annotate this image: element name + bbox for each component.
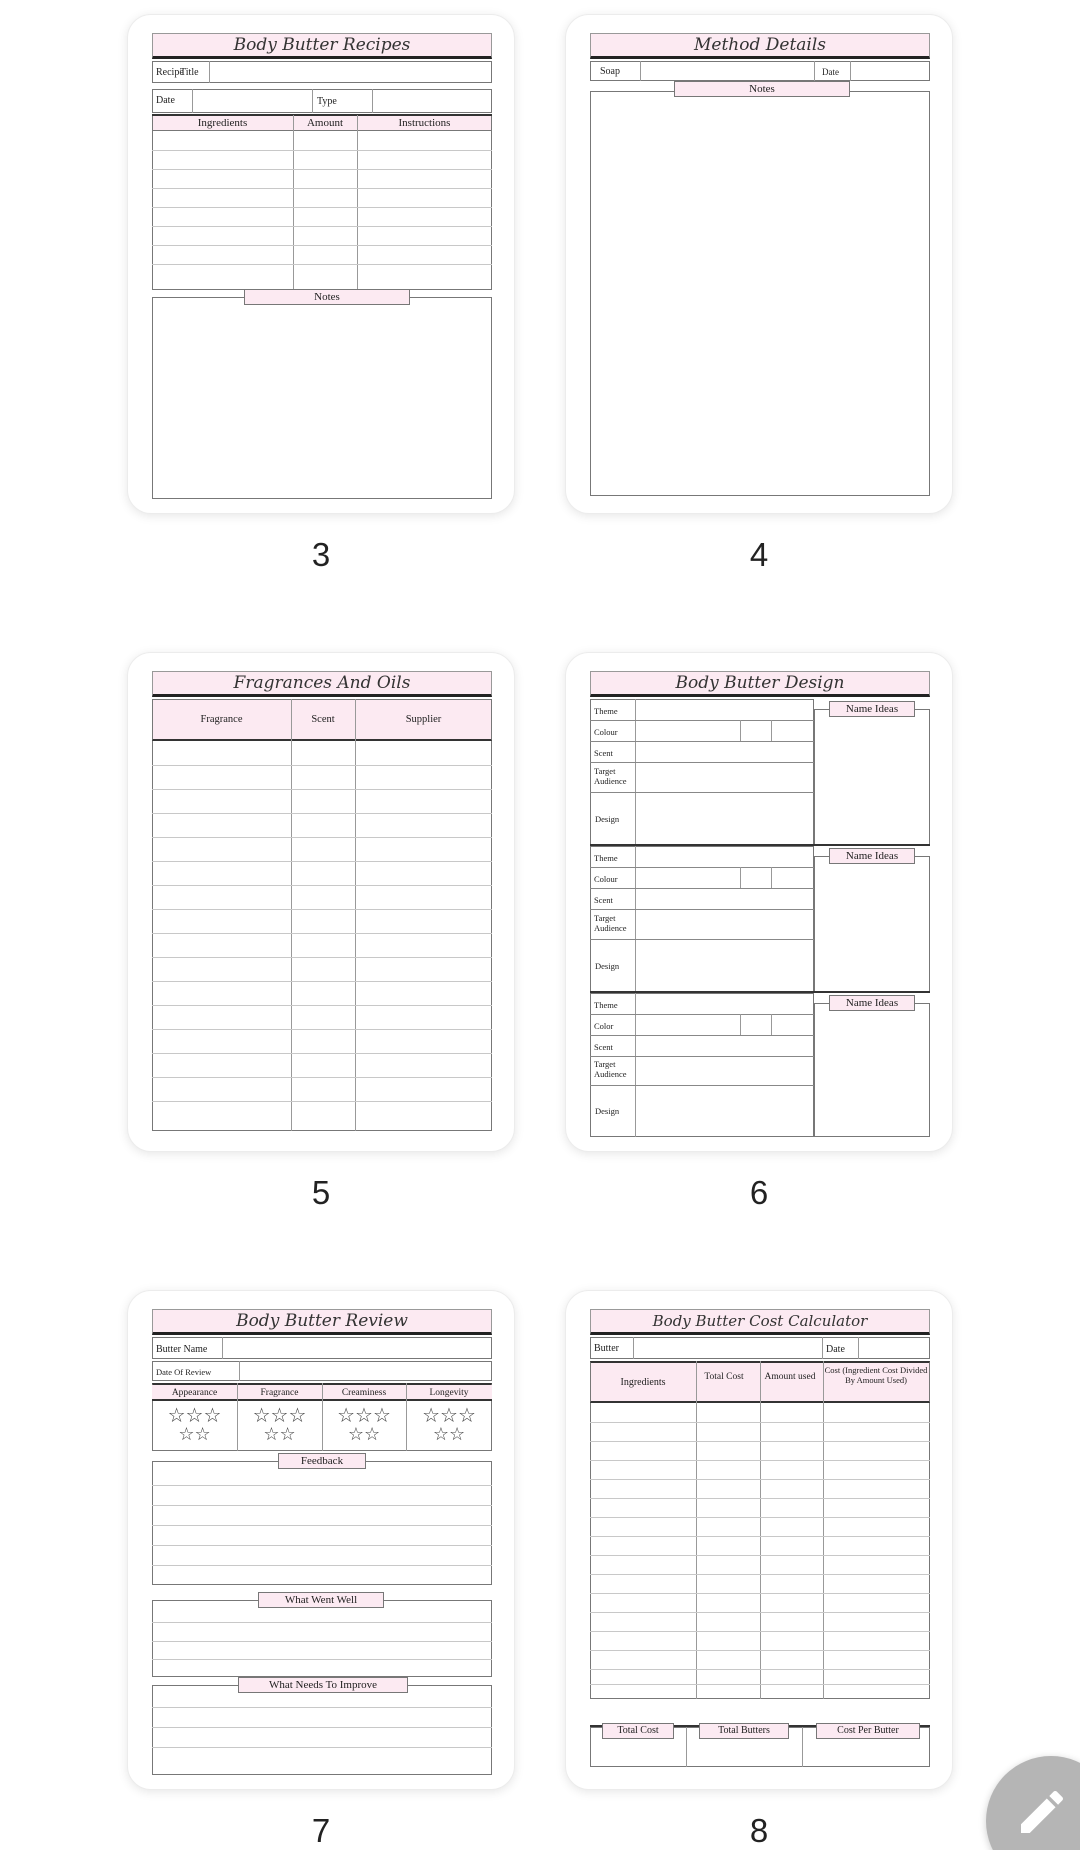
page-number: 4	[749, 536, 769, 573]
butter-name-label: Butter Name	[156, 1344, 208, 1355]
page-title: Body Butter Recipes	[152, 33, 492, 59]
scent-label: Scent	[594, 748, 613, 758]
page-number: 3	[311, 536, 331, 573]
column-appearance: Appearance	[171, 1388, 218, 1398]
page-number: 8	[749, 1812, 769, 1849]
total-cost-label: Total Cost	[602, 1723, 674, 1739]
page-thumbnail-3[interactable]	[127, 14, 515, 514]
column-fragrance: Fragrance	[260, 1388, 299, 1398]
column-longevity: Longevity	[429, 1388, 469, 1398]
column-instructions: Instructions	[398, 117, 451, 129]
scent-label: Scent	[594, 1042, 613, 1052]
date-label: Date	[826, 1344, 845, 1355]
page-thumbnail-8[interactable]	[565, 1290, 953, 1790]
page-title: Body Butter Cost Calculator	[590, 1309, 930, 1335]
name-ideas-label: Name Ideas	[829, 995, 915, 1011]
page-thumbnail-5[interactable]	[127, 652, 515, 1152]
star-rating-appearance: ☆☆☆ ☆☆	[167, 1403, 222, 1445]
name-ideas-box	[814, 709, 930, 845]
design-label: Design	[595, 961, 620, 971]
theme-label: Theme	[594, 706, 618, 716]
recipe-title-field	[152, 61, 492, 83]
page-title: Body Butter Design	[590, 671, 930, 697]
date-of-review-label: Date Of Review	[156, 1367, 212, 1377]
scent-label: Scent	[594, 895, 613, 905]
page-number: 5	[311, 1174, 331, 1211]
column-supplier: Supplier	[405, 714, 442, 725]
star-rating-longevity: ☆☆☆ ☆☆	[422, 1403, 476, 1445]
design-label: Design	[595, 814, 620, 824]
colour-label: Colour	[594, 874, 618, 884]
page-title: Method Details	[590, 33, 930, 59]
star-rating-fragrance: ☆☆☆ ☆☆	[252, 1403, 307, 1445]
feedback-label: Feedback	[278, 1453, 366, 1469]
name-ideas-box	[814, 1003, 930, 1137]
notes-label: Notes	[244, 289, 410, 305]
soap-field	[590, 61, 930, 81]
colour-label: Colour	[594, 727, 618, 737]
notes-area	[152, 297, 492, 499]
page-thumbnail-4[interactable]	[565, 14, 953, 514]
page-title: Body Butter Review	[152, 1309, 492, 1335]
recipe-label: Recipe	[156, 67, 184, 78]
column-cost-per-unit: Cost (Ingredient Cost Divided By Amount Used)	[824, 1365, 928, 1385]
page-thumbnail-7[interactable]	[127, 1290, 515, 1790]
target-audience-label: Target Audience	[594, 1059, 627, 1079]
page-number: 7	[311, 1812, 331, 1849]
column-ingredients: Ingredients	[620, 1377, 666, 1388]
what-went-well-label: What Went Well	[258, 1592, 384, 1608]
column-ingredients: Ingredients	[197, 117, 248, 129]
column-creaminess: Creaminess	[341, 1388, 387, 1398]
star-rating-creaminess: ☆☆☆ ☆☆	[337, 1403, 391, 1445]
date-label: Date	[822, 67, 839, 77]
column-amount: Amount	[306, 117, 344, 129]
column-scent: Scent	[311, 714, 335, 725]
name-ideas-label: Name Ideas	[829, 701, 915, 717]
color-label: Color	[594, 1021, 614, 1031]
what-needs-to-improve-area	[152, 1685, 492, 1775]
title-label: Title	[180, 67, 199, 78]
pencil-icon	[1014, 1784, 1070, 1840]
design-label: Design	[595, 1106, 620, 1116]
column-amount-used: Amount used	[764, 1372, 816, 1382]
page-thumbnail-6[interactable]	[565, 652, 953, 1152]
fragrance-table	[152, 741, 492, 1131]
name-ideas-box	[814, 856, 930, 992]
what-went-well-area	[152, 1600, 492, 1677]
theme-label: Theme	[594, 853, 618, 863]
total-butters-label: Total Butters	[699, 1723, 789, 1739]
notes-area	[590, 91, 930, 496]
theme-label: Theme	[594, 1000, 618, 1010]
edit-fab-button[interactable]	[986, 1756, 1080, 1850]
column-total-cost: Total Cost	[704, 1372, 744, 1382]
page-number: 6	[749, 1174, 769, 1211]
name-ideas-label: Name Ideas	[829, 848, 915, 864]
page-title: Fragrances And Oils	[152, 671, 492, 697]
butter-label: Butter	[594, 1343, 619, 1354]
what-needs-to-improve-label: What Needs To Improve	[238, 1677, 408, 1693]
date-label: Date	[156, 95, 175, 106]
feedback-area	[152, 1461, 492, 1585]
notes-label: Notes	[674, 81, 850, 97]
column-fragrance: Fragrance	[200, 714, 243, 725]
soap-label: Soap	[600, 66, 620, 77]
type-label: Type	[317, 96, 337, 107]
target-audience-label: Target Audience	[594, 913, 627, 933]
cost-per-butter-label: Cost Per Butter	[816, 1723, 920, 1739]
target-audience-label: Target Audience	[594, 766, 627, 786]
butter-field	[590, 1337, 930, 1359]
